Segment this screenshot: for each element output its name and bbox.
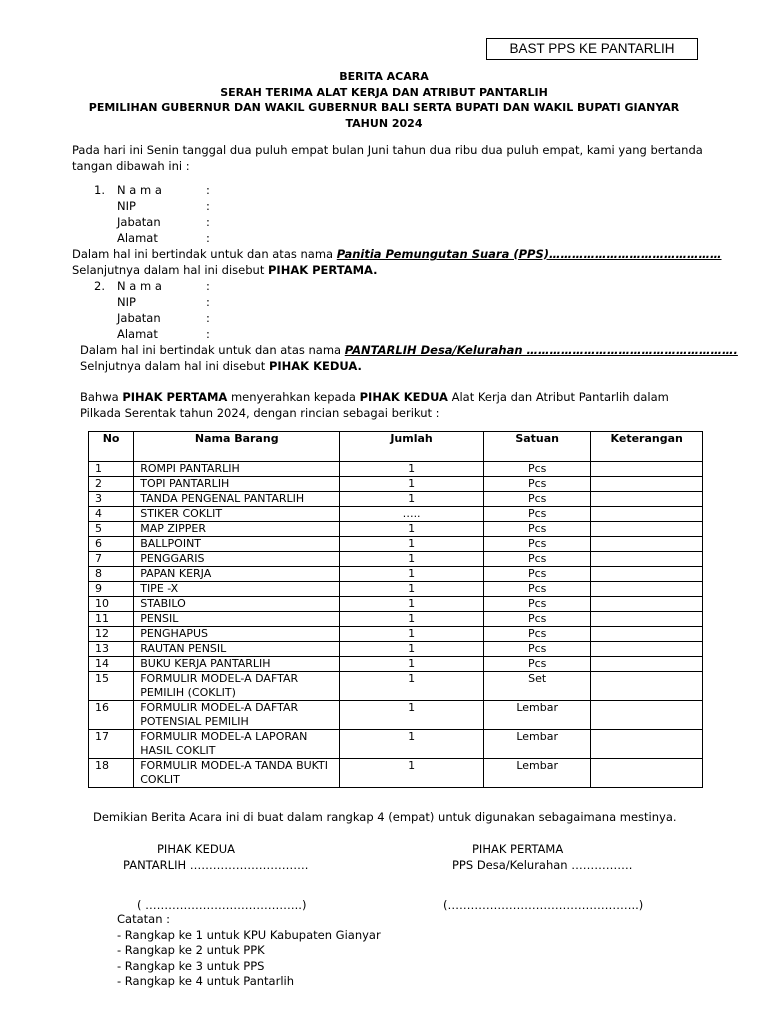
cell-nama-barang: FORMULIR MODEL-A DAFTAR PEMILIH (COKLIT) (134, 672, 340, 701)
table-row (89, 730, 703, 759)
party1-field-nip: NIP (117, 199, 136, 213)
cell-nama-barang: TANDA PENGENAL PANTARLIH (134, 492, 340, 507)
title-line-2: SERAH TERIMA ALAT KERJA DAN ATRIBUT PANTARLIH (220, 85, 548, 99)
note-item: - Rangkap ke 2 untuk PPK (117, 943, 265, 957)
items-table (88, 431, 703, 788)
cell-satuan: Pcs (483, 552, 591, 567)
handover-text-2: menyerahkan kepada (227, 390, 360, 404)
party1-colon-name: : (206, 183, 210, 197)
cell-keterangan (591, 492, 703, 507)
table-row (89, 507, 703, 522)
table-row (89, 522, 703, 537)
table-row (89, 627, 703, 642)
header-satuan: Satuan (483, 432, 591, 462)
cell-keterangan (591, 582, 703, 597)
cell-keterangan (591, 642, 703, 657)
cell-jumlah: 1 (340, 672, 484, 701)
cell-keterangan (591, 657, 703, 672)
party2-field-alamat: Alamat (117, 327, 158, 341)
header-no: No (89, 432, 134, 462)
cell-keterangan (591, 552, 703, 567)
cell-keterangan (591, 612, 703, 627)
party1-colon-jabatan: : (206, 215, 210, 229)
cell-keterangan (591, 627, 703, 642)
table-row (89, 477, 703, 492)
party1-acting-prefix: Dalam hal ini bertindak untuk dan atas nama (72, 247, 337, 261)
cell-jumlah: 1 (340, 627, 484, 642)
cell-no: 3 (89, 492, 134, 507)
cell-nama-barang: BUKU KERJA PANTARLIH (134, 657, 340, 672)
party1-field-alamat: Alamat (117, 231, 158, 245)
cell-nama-barang: PAPAN KERJA (134, 567, 340, 582)
cell-nama-barang: PENGGARIS (134, 552, 340, 567)
cell-satuan: Pcs (483, 612, 591, 627)
handover-pihak-pertama: PIHAK PERTAMA (122, 390, 228, 404)
table-row (89, 567, 703, 582)
cell-no: 1 (89, 462, 134, 477)
cell-nama-barang: TOPI PANTARLIH (134, 477, 340, 492)
title-line-1: BERITA ACARA (339, 70, 429, 83)
signature-left-title: PIHAK KEDUA (157, 842, 235, 856)
signature-right-title: PIHAK PERTAMA (472, 842, 564, 856)
party2-field-nip: NIP (117, 295, 136, 309)
cell-satuan: Pcs (483, 522, 591, 537)
cell-satuan: Pcs (483, 597, 591, 612)
closing-statement: Demikian Berita Acara ini di buat dalam rangkap 4 (empat) untuk digunakan sebagaimana mestinya. (93, 810, 677, 824)
signature-left-name: ( …………………………………..) (137, 898, 307, 912)
table-header-row (89, 432, 703, 462)
party2-designation-prefix: Selnjutnya dalam hal ini disebut (80, 359, 269, 373)
cell-keterangan (591, 477, 703, 492)
cell-satuan: Lembar (483, 759, 591, 788)
party1-colon-nip: : (206, 199, 210, 213)
cell-satuan: Pcs (483, 627, 591, 642)
header-keterangan: Keterangan (591, 432, 703, 462)
cell-satuan: Lembar (483, 730, 591, 759)
cell-nama-barang: STIKER COKLIT (134, 507, 340, 522)
handover-text-3: Alat Kerja dan Atribut Pantarlih dalam Pilkada Serentak tahun 2024, dengan rincian sebagai berikut : (80, 390, 669, 420)
cell-keterangan (591, 462, 703, 477)
cell-jumlah: 1 (340, 657, 484, 672)
cell-no: 2 (89, 477, 134, 492)
note-item: - Rangkap ke 4 untuk Pantarlih (117, 974, 294, 988)
cell-jumlah: 1 (340, 597, 484, 612)
cell-nama-barang: BALLPOINT (134, 537, 340, 552)
cell-keterangan (591, 522, 703, 537)
handover-paragraph (80, 389, 710, 421)
cell-jumlah: 1 (340, 582, 484, 597)
cell-no: 7 (89, 552, 134, 567)
table-row (89, 597, 703, 612)
cell-keterangan (591, 537, 703, 552)
title-line-4: TAHUN 2024 (345, 116, 423, 130)
table-row (89, 537, 703, 552)
cell-nama-barang: FORMULIR MODEL-A TANDA BUKTI COKLIT (134, 759, 340, 788)
cell-satuan: Pcs (483, 462, 591, 477)
cell-satuan: Pcs (483, 642, 591, 657)
cell-no: 16 (89, 701, 134, 730)
table-row (89, 552, 703, 567)
party1-designation-label: PIHAK PERTAMA. (267, 263, 378, 277)
signature-right-name: (…………………………………………..) (443, 898, 644, 912)
cell-jumlah: ….. (340, 507, 484, 522)
cell-no: 17 (89, 730, 134, 759)
cell-no: 8 (89, 567, 134, 582)
party2-designation (80, 359, 362, 375)
cell-jumlah: 1 (340, 462, 484, 477)
cell-no: 14 (89, 657, 134, 672)
cell-satuan: Pcs (483, 582, 591, 597)
party1-field-jabatan: Jabatan (117, 215, 161, 229)
party2-acting (80, 343, 738, 359)
cell-nama-barang: MAP ZIPPER (134, 522, 340, 537)
cell-keterangan (591, 701, 703, 730)
party1-designation-prefix: Selanjutnya dalam hal ini disebut (72, 263, 268, 277)
table-row (89, 492, 703, 507)
cell-no: 18 (89, 759, 134, 788)
cell-satuan: Lembar (483, 701, 591, 730)
table-row (89, 657, 703, 672)
cell-jumlah: 1 (340, 642, 484, 657)
party2-colon-alamat: : (206, 327, 210, 341)
document-code-box: BAST PPS KE PANTARLIH (486, 38, 698, 60)
cell-keterangan (591, 672, 703, 701)
cell-no: 6 (89, 537, 134, 552)
party2-designation-label: PIHAK KEDUA. (268, 359, 362, 373)
party2-colon-nip: : (206, 295, 210, 309)
table-row (89, 672, 703, 701)
party1-number: 1. (94, 183, 105, 197)
cell-jumlah: 1 (340, 492, 484, 507)
cell-jumlah: 1 (340, 552, 484, 567)
party2-field-name: N a m a (117, 279, 162, 293)
cell-keterangan (591, 759, 703, 788)
cell-nama-barang: FORMULIR MODEL-A DAFTAR POTENSIAL PEMILIH (134, 701, 340, 730)
cell-nama-barang: ROMPI PANTARLIH (134, 462, 340, 477)
cell-no: 13 (89, 642, 134, 657)
cell-no: 4 (89, 507, 134, 522)
document-titles (0, 69, 768, 131)
cell-jumlah: 1 (340, 537, 484, 552)
cell-jumlah: 1 (340, 759, 484, 788)
cell-no: 9 (89, 582, 134, 597)
party2-colon-jabatan: : (206, 311, 210, 325)
cell-no: 11 (89, 612, 134, 627)
table-row (89, 759, 703, 788)
cell-nama-barang: TIPE -X (134, 582, 340, 597)
table-row (89, 701, 703, 730)
party2-number: 2. (94, 279, 105, 293)
note-item: - Rangkap ke 1 untuk KPU Kabupaten Gianyar (117, 927, 381, 942)
cell-jumlah: 1 (340, 612, 484, 627)
cell-keterangan (591, 567, 703, 582)
cell-no: 12 (89, 627, 134, 642)
party1-acting-name: Panitia Pemungutan Suara (PPS)……………………………………… (336, 247, 722, 261)
table-row (89, 582, 703, 597)
cell-satuan: Pcs (483, 567, 591, 582)
cell-keterangan (591, 730, 703, 759)
handover-pihak-kedua: PIHAK KEDUA (359, 390, 448, 404)
cell-jumlah: 1 (340, 477, 484, 492)
cell-satuan: Pcs (483, 492, 591, 507)
party1-field-name: N a m a (117, 183, 162, 197)
title-line-3: PEMILIHAN GUBERNUR DAN WAKIL GUBERNUR BALI SERTA BUPATI DAN WAKIL BUPATI GIANYAR (88, 101, 680, 114)
cell-jumlah: 1 (340, 730, 484, 759)
signature-left-sub: PANTARLIH …………………………. (123, 858, 309, 872)
party1-acting (72, 247, 722, 263)
table-body (89, 462, 703, 788)
cell-satuan: Pcs (483, 537, 591, 552)
notes-block (117, 912, 381, 990)
cell-satuan: Set (483, 672, 591, 701)
party1-colon-alamat: : (206, 231, 210, 245)
cell-nama-barang: RAUTAN PENSIL (134, 642, 340, 657)
note-item: - Rangkap ke 3 untuk PPS (117, 958, 265, 973)
cell-satuan: Pcs (483, 657, 591, 672)
cell-keterangan (591, 597, 703, 612)
cell-no: 15 (89, 672, 134, 701)
notes-title: Catatan : (117, 912, 171, 926)
table-row (89, 462, 703, 477)
cell-no: 10 (89, 597, 134, 612)
party2-field-jabatan: Jabatan (117, 311, 161, 325)
cell-no: 5 (89, 522, 134, 537)
cell-jumlah: 1 (340, 522, 484, 537)
table-row (89, 642, 703, 657)
signature-right-sub: PPS Desa/Kelurahan ……………. (452, 858, 633, 872)
party2-acting-name: PANTARLIH Desa/Kelurahan ………………………………………………. (344, 343, 738, 357)
cell-jumlah: 1 (340, 701, 484, 730)
header-nama-barang: Nama Barang (134, 432, 340, 462)
party2-colon-name: : (206, 279, 210, 293)
cell-jumlah: 1 (340, 567, 484, 582)
cell-satuan: Pcs (483, 507, 591, 522)
party2-acting-prefix: Dalam hal ini bertindak untuk dan atas nama (80, 343, 345, 357)
party1-designation (72, 263, 378, 279)
cell-keterangan (591, 507, 703, 522)
handover-text-1: Bahwa (80, 390, 123, 404)
cell-nama-barang: FORMULIR MODEL-A LAPORAN HASIL COKLIT (134, 730, 340, 759)
table-row (89, 612, 703, 627)
cell-nama-barang: STABILO (134, 597, 340, 612)
cell-nama-barang: PENSIL (134, 612, 340, 627)
cell-satuan: Pcs (483, 477, 591, 492)
cell-nama-barang: PENGHAPUS (134, 627, 340, 642)
intro-paragraph: Pada hari ini Senin tanggal dua puluh empat bulan Juni tahun dua ribu dua puluh empat, kami yang bertanda tangan dibawah ini : (72, 143, 703, 173)
header-jumlah: Jumlah (340, 432, 484, 462)
